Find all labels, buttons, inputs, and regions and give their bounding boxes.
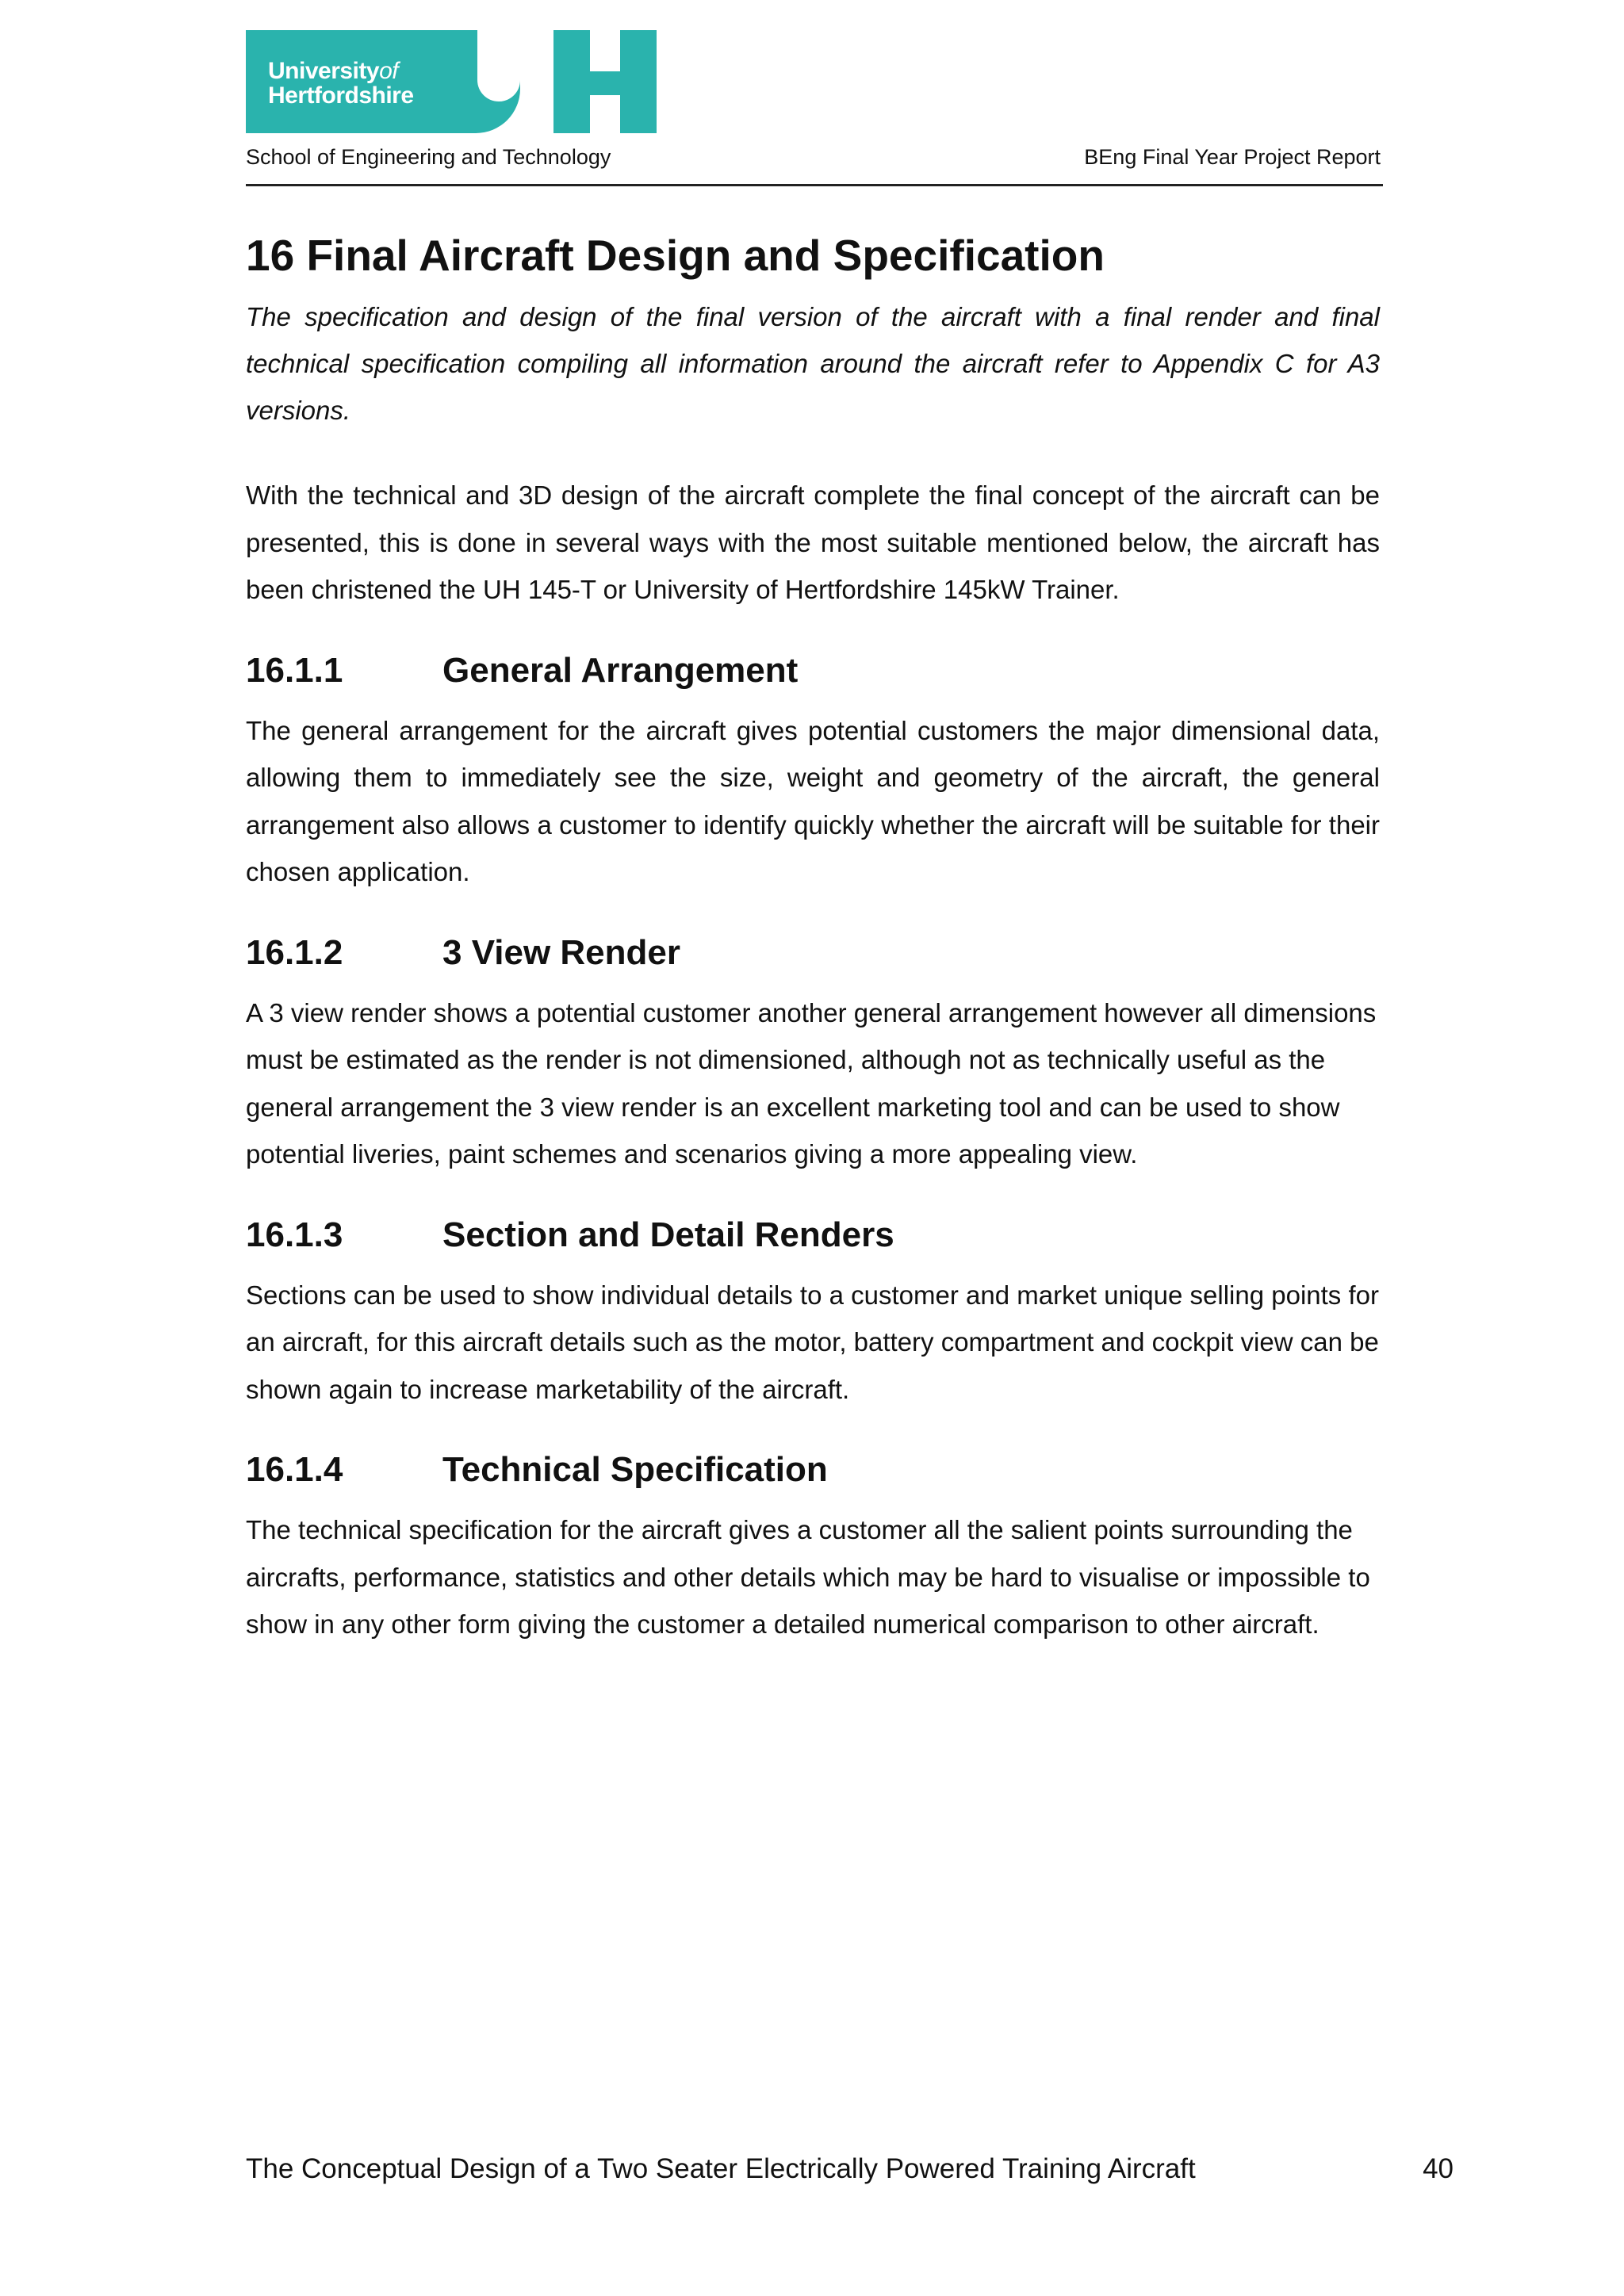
section-number: 16.1.2 [246,932,343,972]
section-number: 16.1.1 [246,650,343,690]
section-body-general-arrangement: The general arrangement for the aircraft gives potential customers the major dimensional data, allowing them to immediately see the size, weight and geometry of the aircraft, the general arrangement also allows a customer to identify quickly whether the aircraft will be suitable for their chosen application. [246,715,1380,886]
logo-h-right-stem [620,30,657,133]
logo-line1: University [268,58,380,84]
page-title: 16 Final Aircraft Design and Specification [246,231,1105,280]
section-heading-3-view-render [246,924,1380,982]
university-logo [246,30,657,133]
section-body-3-view-render: A 3 view render shows a potential customer another general arrangement however all dimensions must be estimated as the render is not dimensioned, although not as technically useful as the general arrangement the 3 view render is an excellent marketing tool and can be used to show potential liveries, paint schemes and scenarios giving a more appealing view. [246,997,1377,1169]
logo-h-crossbar [590,71,620,95]
intro-paragraph: The specification and design of the final version of the aircraft with a final render and final technical specification compiling all information around the aircraft refer to Appendix C for A3 versions. [246,302,1380,425]
logo-wordmark-text [268,59,414,108]
logo-line2: Hertfordshire [268,82,414,109]
footer-title: The Conceptual Design of a Two Seater Electrically Powered Training Aircraft [246,2153,1196,2184]
section-heading-section-detail-renders [246,1207,1380,1264]
logo-u-notch [477,30,520,101]
section-heading-technical-specification [246,1441,1380,1498]
section-number: 16.1.3 [246,1215,343,1254]
section-number: 16.1.4 [246,1450,343,1489]
section-title: 3 View Render [442,932,680,972]
section-body-section-detail-renders: Sections can be used to show individual details to a customer and market unique selling points for an aircraft, for this aircraft details such as the motor, battery compartment and cockpit view can be shown again to increase marketability of the aircraft. [246,1280,1379,1404]
logo-h-left-stem [553,30,590,133]
section-title: General Arrangement [442,650,799,690]
section-title: Technical Specification [442,1450,828,1489]
section-title: Section and Detail Renders [442,1215,894,1254]
header-school: School of Engineering and Technology [246,145,611,169]
page-content [246,224,1380,1648]
page-number: 40 [1423,2153,1454,2184]
section-body-technical-specification: The technical specification for the aircraft gives a customer all the salient points surrounding the aircrafts, performance, statistics and other details which may be hard to visualise or impossible to show in any other form giving the customer a detailed numerical comparison to other aircraft. [246,1515,1370,1639]
section-heading-general-arrangement [246,642,1380,699]
overview-paragraph: With the technical and 3D design of the aircraft complete the final concept of the aircraft can be presented, this is done in several ways with the most suitable mentioned below, the aircraft has been christened the UH 145-T or University of Hertfordshire 145kW Trainer. [246,480,1380,604]
header-report: BEng Final Year Project Report [1084,145,1381,169]
logo-of: of [379,58,399,84]
header-divider [246,184,1383,186]
